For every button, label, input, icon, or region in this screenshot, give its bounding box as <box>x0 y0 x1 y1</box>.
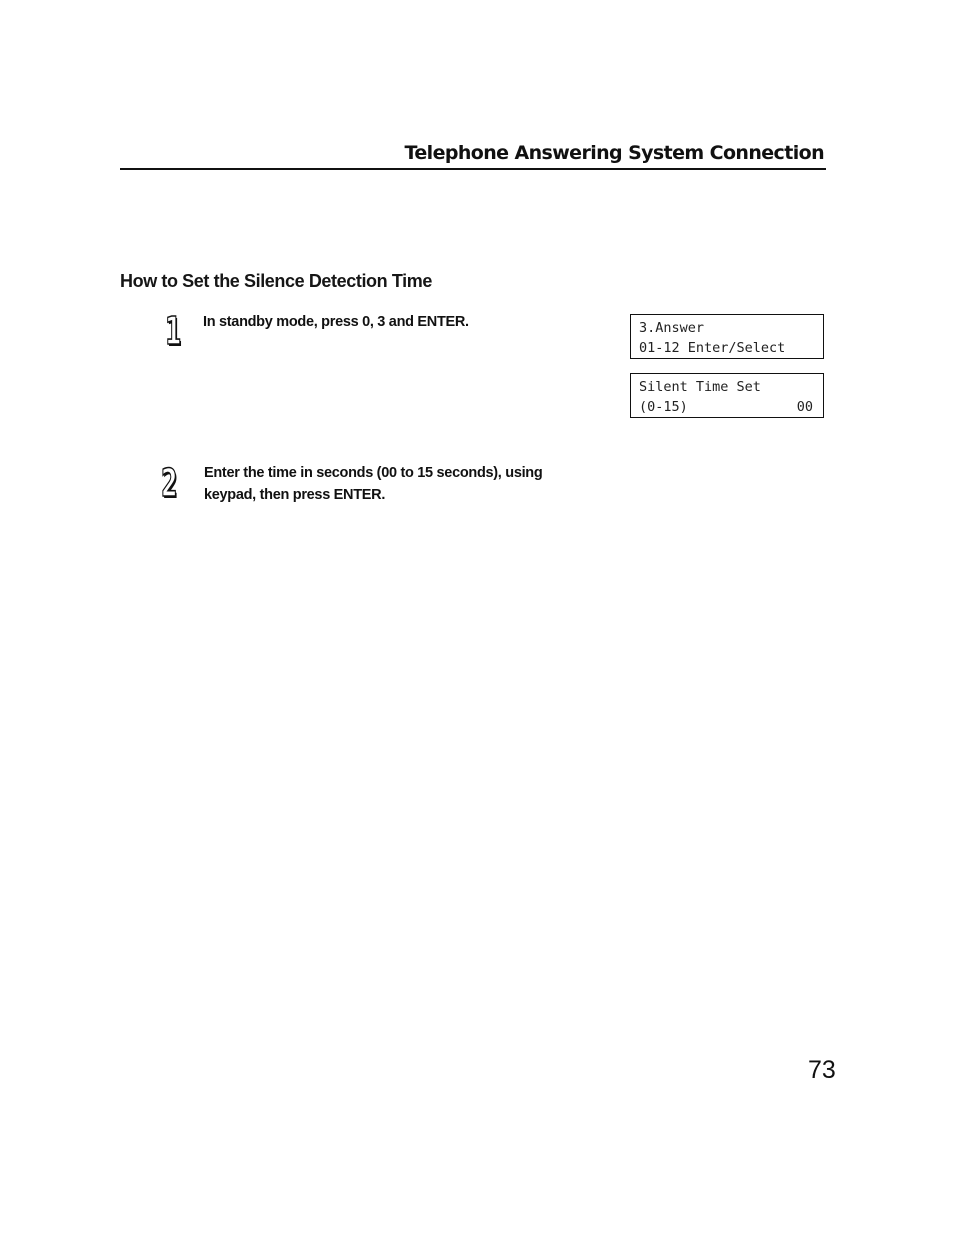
lcd-display-silent-time <box>630 373 824 418</box>
step-2-text <box>204 462 584 506</box>
section-title: Telephone Answering System Connection <box>404 142 824 164</box>
step-1-number: 1 <box>165 309 182 353</box>
step-2-number: 2 <box>161 461 178 505</box>
lcd-line-1: 3.Answer <box>639 320 705 336</box>
lcd-value: 00 <box>796 399 813 415</box>
header-rule <box>120 168 826 170</box>
step-2-text-line-1: Enter the time in seconds (00 to 15 seconds), using <box>204 465 543 481</box>
step-2-text-line-2: keypad, then press ENTER. <box>204 487 386 503</box>
step-1-text: In standby mode, press 0, 3 and ENTER. <box>203 314 469 330</box>
page-number: 73 <box>808 1056 836 1084</box>
lcd-line-2: (0-15) <box>639 399 688 415</box>
lcd-line-1: Silent Time Set <box>639 379 761 395</box>
subsection-title: How to Set the Silence Detection Time <box>120 271 432 291</box>
lcd-line-2: 01-12 Enter/Select <box>639 340 786 356</box>
lcd-display-answer <box>630 314 824 359</box>
